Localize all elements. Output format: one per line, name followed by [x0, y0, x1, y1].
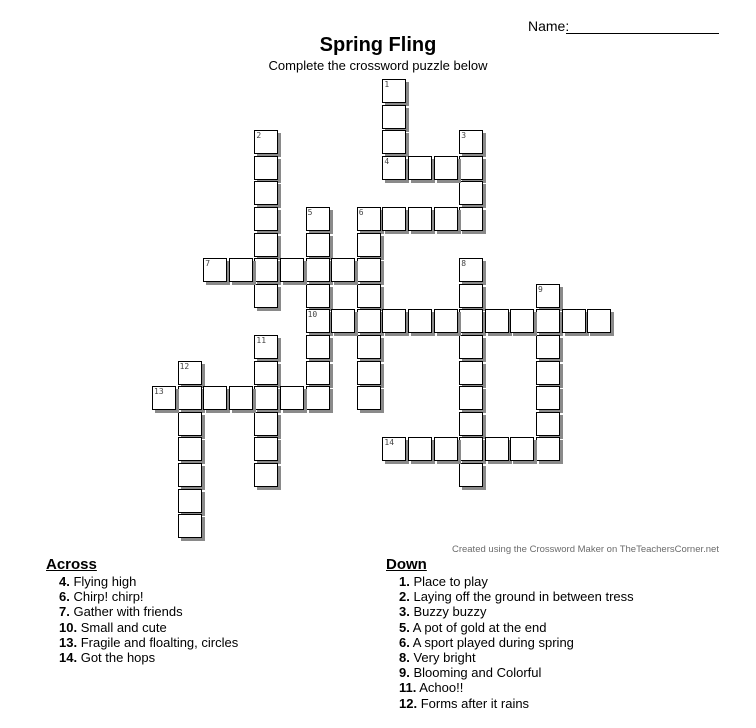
cell-number: 11: [256, 336, 267, 345]
crossword-cell[interactable]: [459, 258, 483, 282]
clue-down: 2. Laying off the ground in between tress: [399, 589, 634, 605]
crossword-cell[interactable]: [357, 258, 381, 282]
crossword-cell[interactable]: [382, 156, 406, 180]
cell-number: 5: [307, 208, 313, 217]
crossword-cell[interactable]: [536, 412, 560, 436]
crossword-cell[interactable]: [306, 207, 330, 231]
crossword-cell[interactable]: [357, 284, 381, 308]
crossword-cell[interactable]: [203, 258, 227, 282]
crossword-cell[interactable]: [306, 386, 330, 410]
cell-number: 3: [461, 131, 467, 141]
crossword-cell[interactable]: [254, 284, 278, 308]
crossword-cell[interactable]: [254, 130, 278, 154]
crossword-cell[interactable]: [382, 309, 406, 333]
crossword-cell[interactable]: [382, 130, 406, 154]
crossword-cell[interactable]: [306, 335, 330, 359]
crossword-cell[interactable]: [459, 181, 483, 205]
crossword-cell[interactable]: [254, 412, 278, 436]
crossword-cell[interactable]: [408, 156, 432, 180]
crossword-cell[interactable]: [382, 79, 406, 103]
crossword-cell[interactable]: [459, 463, 483, 487]
clue-down: 3. Buzzy buzzy: [399, 604, 487, 620]
crossword-cell[interactable]: [357, 361, 381, 385]
crossword-cell[interactable]: [331, 258, 355, 282]
crossword-cell[interactable]: [382, 437, 406, 461]
crossword-cell[interactable]: [459, 309, 483, 333]
crossword-cell[interactable]: [178, 361, 202, 385]
crossword-cell[interactable]: [306, 258, 330, 282]
clue-across: 6. Chirp! chirp!: [59, 589, 144, 605]
down-clues: [386, 556, 634, 711]
crossword-cell[interactable]: [254, 181, 278, 205]
crossword-cell[interactable]: [459, 386, 483, 410]
crossword-cell[interactable]: [306, 309, 330, 333]
crossword-cell[interactable]: [178, 489, 202, 513]
crossword-cell[interactable]: [536, 361, 560, 385]
crossword-cell[interactable]: [254, 386, 278, 410]
clue-across: 14. Got the hops: [59, 650, 156, 666]
crossword-cell[interactable]: [459, 437, 483, 461]
crossword-cell[interactable]: [485, 437, 509, 461]
crossword-cell[interactable]: [178, 514, 202, 538]
crossword-cell[interactable]: [382, 207, 406, 231]
credit-text: Created using the Crossword Maker on TheTeachersCorner.net: [451, 544, 719, 555]
crossword-cell[interactable]: [357, 207, 381, 231]
crossword-cell[interactable]: [331, 309, 355, 333]
crossword-cell[interactable]: [510, 309, 534, 333]
crossword-cell[interactable]: [254, 361, 278, 385]
crossword-cell[interactable]: [536, 437, 560, 461]
crossword-cell[interactable]: [459, 284, 483, 308]
cell-number: 12: [179, 361, 190, 371]
clue-down: 12. Forms after it rains: [399, 695, 530, 711]
crossword-cell[interactable]: [536, 386, 560, 410]
cell-number: 10: [307, 310, 318, 320]
crossword-cell[interactable]: [280, 386, 304, 410]
crossword-cell[interactable]: [536, 284, 560, 308]
crossword-cell[interactable]: [254, 437, 278, 461]
crossword-cell[interactable]: [152, 386, 176, 410]
crossword-cell[interactable]: [178, 463, 202, 487]
crossword-cell[interactable]: [254, 233, 278, 257]
clue-down: 9. Blooming and Colorful: [399, 665, 542, 681]
crossword-cell[interactable]: [434, 207, 458, 231]
clue-across: 7. Gather with friends: [59, 604, 183, 620]
crossword-cell[interactable]: [408, 437, 432, 461]
clue-down: 5. A pot of gold at the end: [399, 619, 547, 635]
crossword-cell[interactable]: [357, 386, 381, 410]
down-heading: Down: [386, 556, 427, 573]
cell-number: 8: [461, 259, 467, 269]
across-heading: Across: [46, 556, 97, 573]
clue-down: 1. Place to play: [399, 574, 488, 589]
name-label: Name:: [528, 18, 570, 34]
crossword-cell[interactable]: [562, 309, 586, 333]
clue-across: 10. Small and cute: [59, 619, 167, 635]
crossword-cell[interactable]: [459, 335, 483, 359]
crossword-cell[interactable]: [357, 309, 381, 333]
crossword-cell[interactable]: [254, 258, 278, 282]
page-title: Spring Fling: [319, 34, 437, 56]
crossword-cell[interactable]: [408, 207, 432, 231]
crossword-cell[interactable]: [178, 386, 202, 410]
crossword-cell[interactable]: [254, 156, 278, 180]
crossword-cell[interactable]: [459, 130, 483, 154]
crossword-cell[interactable]: [254, 207, 278, 231]
cell-number: 1: [384, 80, 390, 89]
crossword-cell[interactable]: [178, 412, 202, 436]
page-subtitle: Complete the crossword puzzle below: [268, 58, 488, 73]
crossword-cell[interactable]: [306, 284, 330, 308]
crossword-cell[interactable]: [254, 463, 278, 487]
crossword-cell[interactable]: [459, 412, 483, 436]
crossword-cell[interactable]: [357, 335, 381, 359]
clue-down: 8. Very bright: [399, 650, 476, 666]
crossword-cell[interactable]: [306, 233, 330, 257]
crossword-cell[interactable]: [408, 309, 432, 333]
crossword-cell[interactable]: [485, 309, 509, 333]
across-clues: [46, 556, 238, 665]
crossword-cell[interactable]: [229, 258, 253, 282]
crossword-cell[interactable]: [382, 105, 406, 129]
crossword-cell[interactable]: [434, 156, 458, 180]
cell-number: 4: [384, 156, 390, 166]
crossword-cell[interactable]: [178, 437, 202, 461]
cell-number: 2: [256, 131, 262, 141]
cell-number: 9: [538, 284, 543, 294]
crossword-cell[interactable]: [254, 335, 278, 359]
crossword-cell[interactable]: [459, 156, 483, 180]
crossword-cell[interactable]: [434, 437, 458, 461]
crossword-cell[interactable]: [229, 386, 253, 410]
cell-number: 7: [205, 259, 211, 269]
clue-down: 11. Achoo!!: [399, 680, 464, 696]
crossword-cell[interactable]: [357, 233, 381, 257]
crossword-cell[interactable]: [510, 437, 534, 461]
cell-number: 14: [384, 438, 395, 448]
crossword-cell[interactable]: [459, 207, 483, 231]
crossword-cell[interactable]: [459, 361, 483, 385]
crossword-cell[interactable]: [536, 335, 560, 359]
crossword-cell[interactable]: [203, 386, 227, 410]
cell-number: 13: [154, 387, 164, 397]
clue-across: 4. Flying high: [59, 574, 137, 589]
cell-number: 6: [358, 208, 364, 217]
crossword-cell[interactable]: [280, 258, 304, 282]
clue-across: 13. Fragile and floalting, circles: [59, 634, 239, 650]
crossword-cell[interactable]: [306, 361, 330, 385]
clue-down: 6. A sport played during spring: [399, 634, 574, 650]
crossword-cell[interactable]: [587, 309, 611, 333]
crossword-cell[interactable]: [536, 309, 560, 333]
crossword-cell[interactable]: [434, 309, 458, 333]
